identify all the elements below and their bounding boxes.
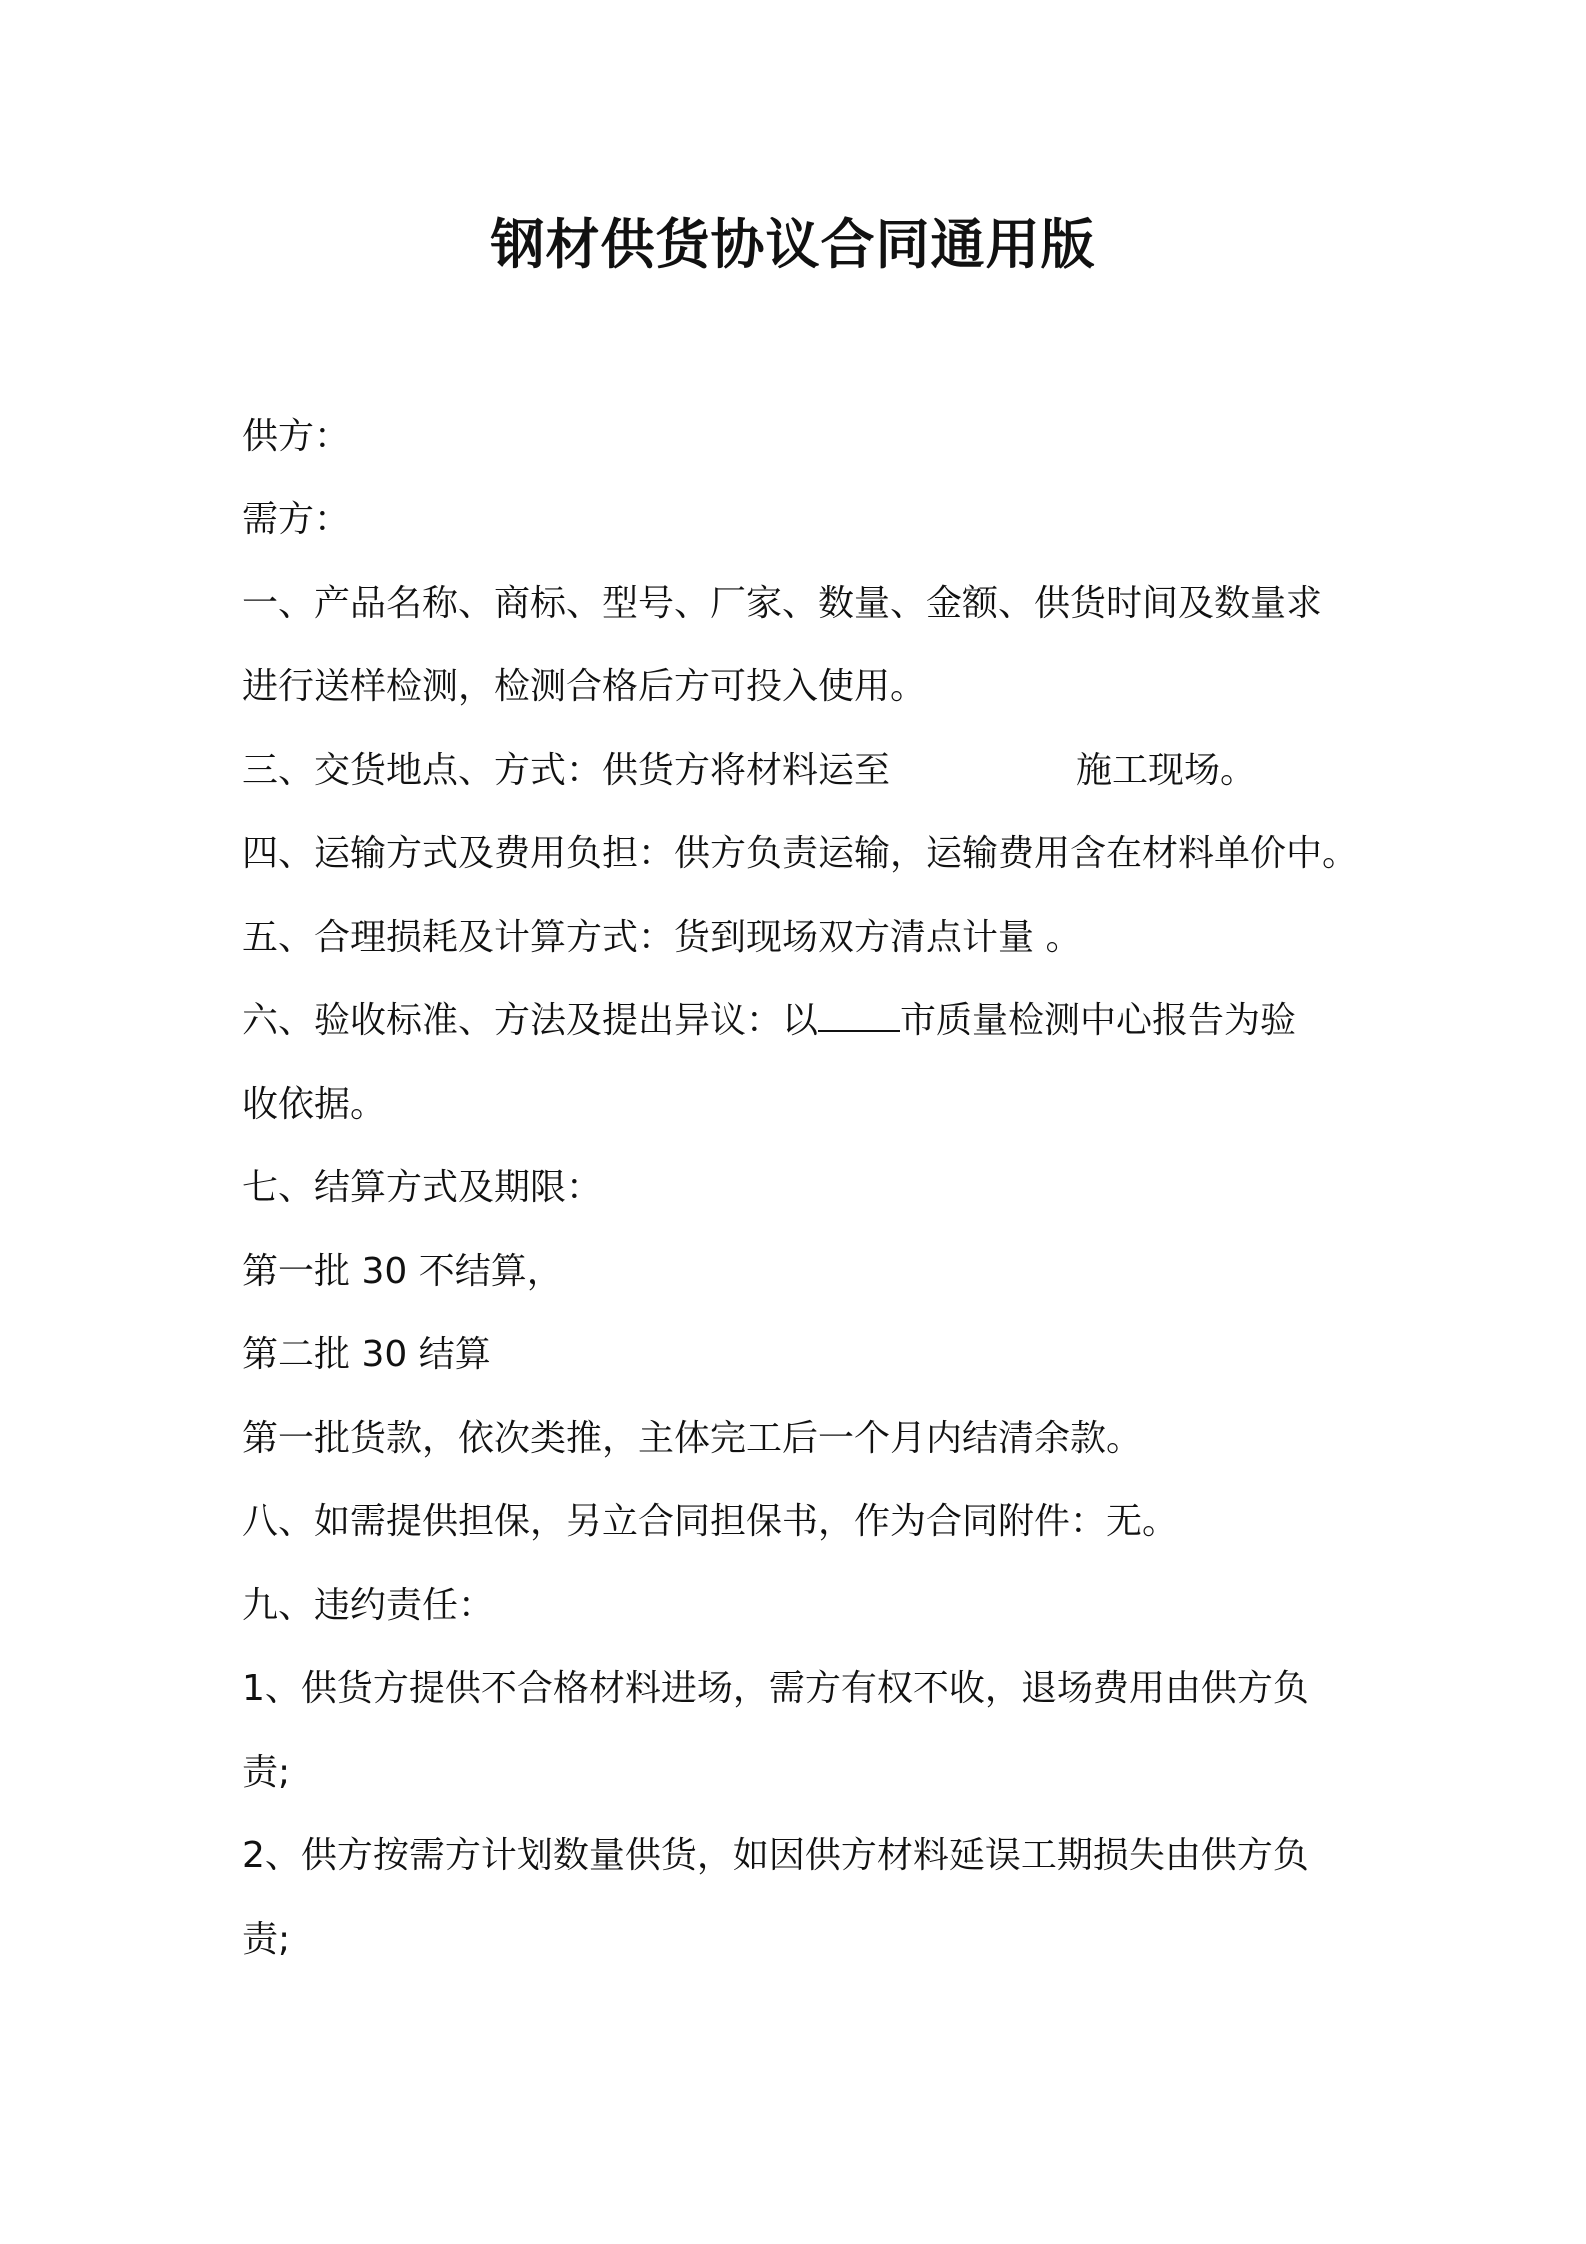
supplier-line: 供方： bbox=[242, 416, 351, 457]
clause-9-item-1-line-2: 责; bbox=[242, 1752, 291, 1793]
city-blank-underline bbox=[818, 996, 900, 1032]
clause-9-item-2-line-1: 2、供方按需方计划数量供货，如因供方材料延误工期损失由供方负 bbox=[242, 1835, 1309, 1876]
clause-1-line-2: 进行送样检测，检测合格后方可投入使用。 bbox=[242, 666, 927, 707]
clause-7-item-2: 第二批 30 结算 bbox=[242, 1334, 491, 1375]
clause-7-item-1: 第一批 30 不结算， bbox=[242, 1251, 563, 1292]
clause-5-line: 五、合理损耗及计算方式：货到现场双方清点计量 。 bbox=[242, 917, 1082, 958]
clause-9-item-1-line-1: 1、供货方提供不合格材料进场，需方有权不收，退场费用由供方负 bbox=[242, 1668, 1309, 1709]
buyer-line: 需方： bbox=[242, 499, 351, 540]
document-title: 钢材供货协议合同通用版 bbox=[490, 213, 1096, 276]
clause-9-item-2-line-2: 责; bbox=[242, 1919, 291, 1960]
clause-6-text-before: 六、验收标准、方法及提出异议：以 bbox=[242, 1000, 819, 1041]
clause-6-line-1 bbox=[242, 995, 1362, 1047]
clause-4-line: 四、运输方式及费用负担：供方负责运输，运输费用含在材料单价中。 bbox=[242, 833, 1359, 874]
clause-7-heading: 七、结算方式及期限： bbox=[242, 1167, 603, 1208]
clause-1-line-1: 一、产品名称、商标、型号、厂家、数量、金额、供货时间及数量求 bbox=[242, 583, 1323, 624]
clause-3-text-before: 三、交货地点、方式：供货方将材料运至 bbox=[242, 750, 891, 791]
clause-3-line bbox=[242, 745, 1362, 797]
clause-7-item-3: 第一批货款，依次类推，主体完工后一个月内结清余款。 bbox=[242, 1418, 1143, 1459]
clause-9-heading: 九、违约责任： bbox=[242, 1585, 495, 1626]
clause-3-text-after: 施工现场。 bbox=[1076, 750, 1257, 791]
clause-8-line: 八、如需提供担保，另立合同担保书，作为合同附件：无。 bbox=[242, 1501, 1179, 1542]
clause-6-line-2: 收依据。 bbox=[242, 1084, 387, 1125]
clause-6-text-after: 市质量检测中心报告为验 bbox=[900, 1000, 1297, 1041]
